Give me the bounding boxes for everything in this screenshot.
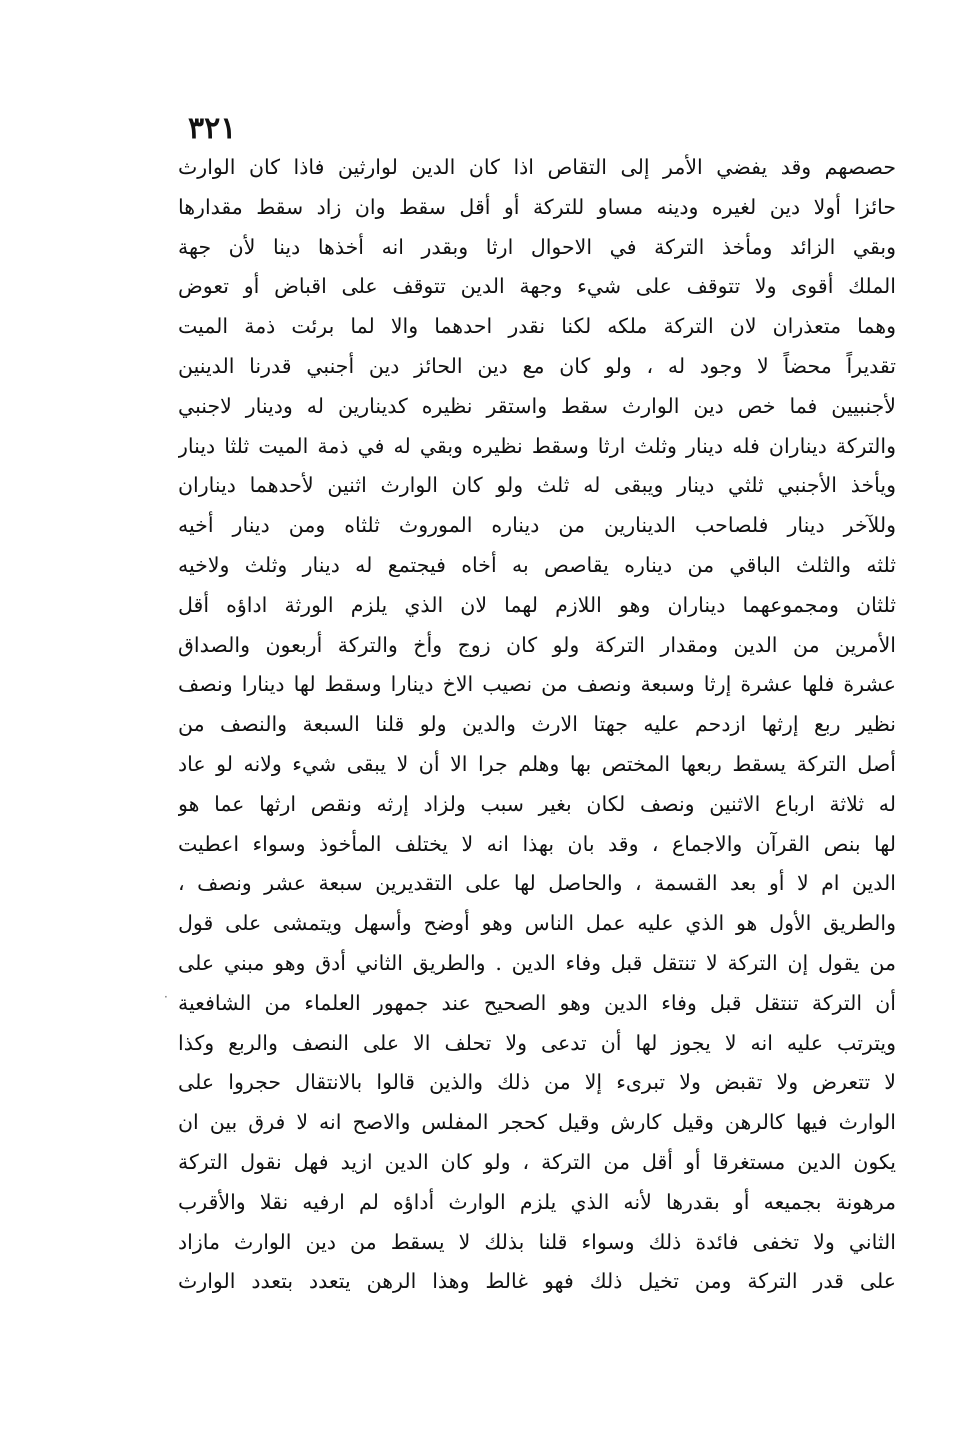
text-line: وهما متعذران لان التركة ملكه لكنا نقدر احدهما والا لما برئت ذمة الميت (178, 314, 896, 339)
text-line: الأمرين من الدين ومقدار التركة ولو كان زوج وأخ والتركة أربعون والصداق (178, 632, 896, 657)
text-line: الثاني ولا تخفى فائدة ذلك وسواء قلنا بذلك لا يسقط من دين الوارث مازاد (178, 1229, 896, 1254)
text-line: ثلثان ومجموعهما ديناران وهو اللازم لهما لان الذي يلزم الورثة اداؤه أقل (178, 592, 896, 617)
text-line: تقديراً محضاً لا وجود له ، ولو كان مع دين الحائز دين أجنبي قدرنا الدينين (178, 353, 896, 378)
text-line: أصل التركة يسقط ربعها المختص بها وهلم جرا الا أن لا يبقى شيء ولانه لو عاد (178, 751, 896, 776)
text-line: والطريق الأول هو الذي عليه عمل الناس وهو أوضح وأسهل ويتمشى على قول (178, 911, 896, 936)
text-line: نظير ربع إرثها ازدحم عليه جهتا الارث والدين ولو قلنا السبعة والنصف من (178, 712, 896, 737)
margin-dot: · (164, 990, 168, 1004)
text-line: لها بنص القرآن والاجماع ، وقد بان بهذا انه لا يختلف المأخوذ وسواء اعطيت (178, 831, 896, 856)
text-line: حائزا أولا دين لغيره ودينه مساو للتركة أو أقل سقط وان زاد سقط مقدارها (178, 194, 896, 219)
text-line: ويأخذ الأجنبي ثلثي دينار ويبقى له ثلث ولو كان الوارث اثنين لأحدهما ديناران (178, 473, 896, 498)
text-line: يكون الدين مستغرقا أو أقل من التركة ، ولو كان الدين ازيد فهل نقول التركة (178, 1149, 896, 1174)
text-line: والتركة ديناران فله دينار وثلث ارثا وسقط نظيره وبقي له في ذمة الميت ثلثا دينار (178, 433, 896, 458)
text-line: الدين ام لا أو بعد القسمة ، والحاصل لها على التقديرين سبعة عشر ونصف ، (178, 871, 896, 896)
text-line: وبقي الزائد ومأخذ التركة في الاحوال ارثا وبقدر انه أخذها دينا لأن جهة (178, 234, 896, 259)
text-line: من يقول إن التركة لا تنتقل قبل وفاء الدين . والطريق الثاني أدق وهو مبني على (178, 950, 896, 975)
text-line: على قدر التركة ومن تخيل ذلك فهو غالط وهذا الرهن يتعدد بتعدد الوارث (178, 1269, 896, 1294)
text-line: ويترتب عليه انه لا يجوز لها أن تدعى ولا تحلف الا على النصف والربع وكذا (178, 1030, 896, 1055)
text-line: له ثلاثة ارباع الاثنين ونصف لكان بغير سبب ولزاد إرثه ونقص ارثها عما هو (178, 791, 896, 816)
page-number: ٣٢١ (188, 111, 237, 146)
text-line: وللآخر دينار فلصاحب الدينارين من ديناره الموروث ثلثاه ومن دينار أخيه (178, 513, 896, 538)
text-line: لأجنبيين فما خص دين الوارث سقط واستقر نظيره كدينارين له ودينار لاجنبي (178, 393, 896, 418)
text-line: الوارث فيها كالرهن وقيل كارش وقيل كحجر المفلس والاصح انه لا فرق بين ان (178, 1110, 896, 1135)
text-line: عشرة فلها عشرة إرثا وسبعة ونصف من نصيب الاخ دينارا وسقط لها دينارا ونصف (178, 672, 896, 697)
text-line: الملك أقوى ولا تتوقف على شيء وجهة الدين تتوقف على اقباض أو تعوض (178, 274, 896, 299)
text-line: ثلثه والثلث الباقي من ديناره يقاصص به أخاه فيجتمع له دينار وثلث ولاخيه (178, 552, 896, 577)
text-line: حصصهم وقد يفضي الأمر إلى التقاص اذا كان الدين لوارثين فاذا كان الوارث (178, 155, 896, 179)
text-line: أن التركة تنتقل قبل وفاء الدين وهو الصحيح عند جمهور العلماء من الشافعية (178, 990, 896, 1015)
text-line: مرهونة بجميعه أو بقدرها لأنه الذي يلزم الوارث أداؤه لم ارفيه نقلا والأقرب (178, 1189, 896, 1214)
body-text (178, 148, 896, 1302)
text-line: لا تتعرض ولا تقبض ولا تبرىء إلا من ذلك والذين قالوا بالانتقال حجروا على (178, 1070, 896, 1095)
